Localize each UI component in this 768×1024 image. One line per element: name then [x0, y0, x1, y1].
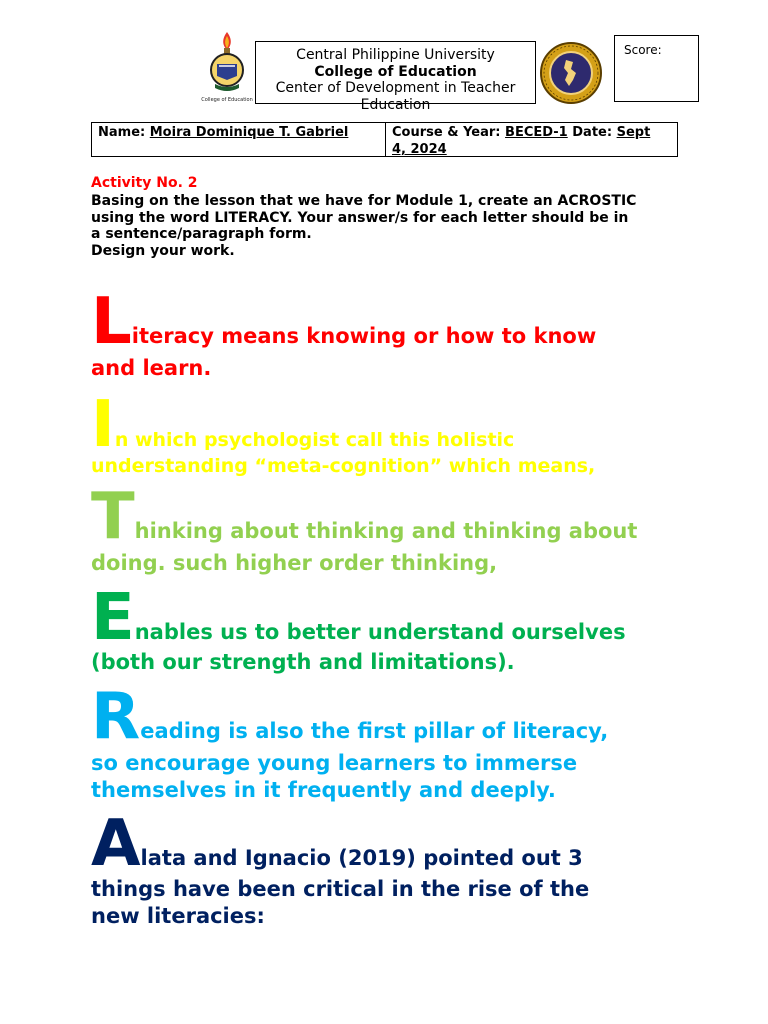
name-label: Name:: [98, 125, 146, 140]
acrostic-text: nables us to better understand ourselves: [134, 620, 626, 644]
student-name: Moira Dominique T. Gabriel: [149, 125, 349, 140]
course-cell: [385, 123, 677, 156]
student-info-table: [91, 122, 678, 157]
acrostic-line-e: [91, 581, 626, 655]
university-name: Central Philippine University: [296, 47, 495, 63]
acrostic-text: n which psychologist call this holistic: [114, 429, 515, 451]
score-label: Score:: [624, 43, 662, 57]
date-value-part2: 4, 2024: [392, 142, 447, 157]
svg-text:College of Education: College of Education: [201, 97, 253, 103]
course-label: Course & Year:: [392, 125, 501, 140]
name-cell: [92, 123, 385, 156]
date-value-part1: Sept: [616, 125, 651, 140]
acrostic-continuation: understanding “meta-cognition” which means,: [91, 455, 596, 477]
acrostic-letter: L: [91, 285, 132, 359]
activity-instructions: [91, 193, 691, 259]
acrostic-continuation: things have been critical in the rise of the: [91, 877, 590, 901]
instruction-line: Design your work.: [91, 242, 235, 259]
acrostic-continuation: themselves in it frequently and deeply.: [91, 778, 556, 802]
instruction-line: using the word LITERACY. Your answer/s for each letter should be in: [91, 209, 629, 226]
acrostic-text: iteracy means knowing or how to know: [131, 324, 597, 348]
college-name: College of Education: [314, 63, 477, 80]
university-seal: [540, 42, 602, 104]
acrostic-text: hinking about thinking and thinking about: [134, 519, 638, 543]
university-header: [255, 41, 536, 113]
college-logo: [201, 30, 253, 104]
instruction-line: a sentence/paragraph form.: [91, 226, 312, 242]
date-label: Date:: [572, 125, 613, 140]
acrostic-line-t: [91, 480, 638, 554]
acrostic-letter: A: [91, 807, 141, 881]
activity-title: Activity No. 2: [91, 175, 198, 191]
acrostic-line-a: [91, 807, 583, 881]
acrostic-line-l: [91, 285, 597, 359]
acrostic-text: eading is also the first pillar of literacy,: [140, 719, 609, 743]
acrostic-continuation: (both our strength and limitations).: [91, 650, 515, 674]
acrostic-line-r: [91, 680, 609, 754]
acrostic-continuation: doing. such higher order thinking,: [91, 551, 498, 575]
acrostic-continuation: so encourage young learners to immerse: [91, 751, 578, 775]
acrostic-letter: E: [91, 581, 135, 655]
course-value: BECED-1: [505, 125, 568, 140]
acrostic-letter: T: [91, 480, 135, 554]
instruction-line: Basing on the lesson that we have for Module 1, create an ACROSTIC: [91, 193, 637, 209]
acrostic-line-i: [91, 388, 515, 462]
acrostic-continuation: new literacies:: [91, 904, 265, 928]
acrostic-text: lata and Ignacio (2019) pointed out 3: [140, 846, 583, 870]
acrostic-continuation: and learn.: [91, 356, 212, 380]
score-box[interactable]: [614, 35, 699, 102]
acrostic-letter: R: [91, 680, 141, 754]
acrostic-letter: I: [91, 388, 115, 462]
center-name: Center of Development in Teacher Education: [275, 80, 516, 113]
